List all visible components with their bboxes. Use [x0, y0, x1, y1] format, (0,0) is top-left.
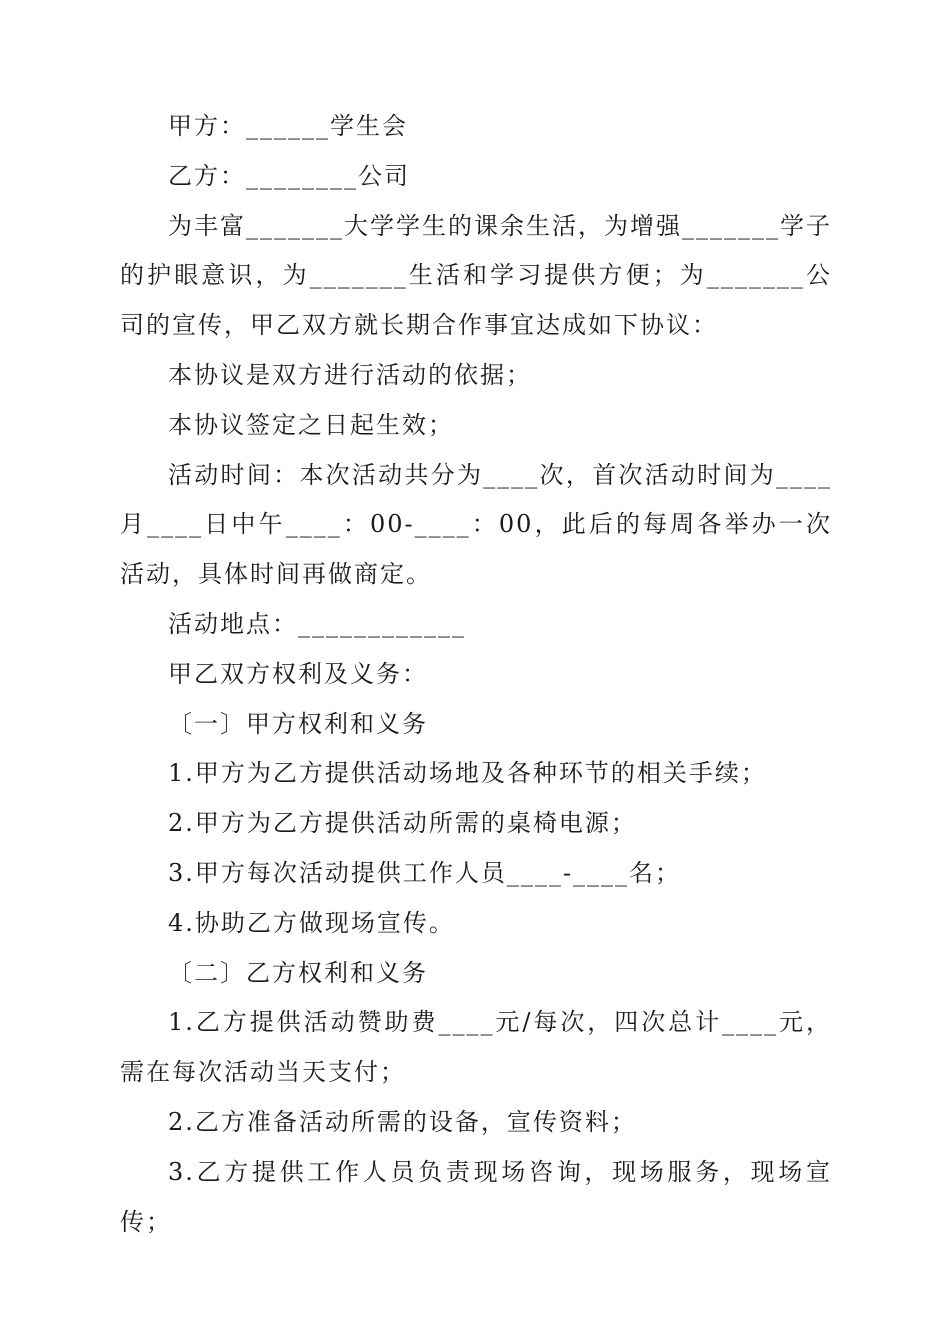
party-b-line: 乙方：________公司: [168, 161, 410, 190]
preamble-paragraph: 为丰富_______大学学生的课余生活，为增强_______学子的护眼意识，为_______生活和学习提供方便；为_______公司的宣传，甲乙双方就长期合作事宜达成如下协议：: [120, 211, 832, 340]
activity-time-clause: 活动时间：本次活动共分为____次，首次活动时间为____月____日中午____：00-____：00，此后的每周各举办一次活动，具体时间再做商定。: [120, 460, 832, 589]
party-b-item-3: 3.乙方提供工作人员负责现场咨询，现场服务，现场宣传；: [120, 1157, 832, 1236]
party-b-item-2: 2.乙方准备活动所需的设备，宣传资料；: [168, 1107, 637, 1136]
document-body: [120, 102, 832, 1247]
party-a-item-1: 1.甲方为乙方提供活动场地及各种环节的相关手续；: [168, 759, 767, 788]
party-a-line: 甲方：______学生会: [168, 112, 408, 140]
party-b-item-1: 1.乙方提供活动赞助费____元/每次，四次总计____元，需在每次活动当天支付；: [120, 1008, 832, 1087]
agreement-basis-clause: 本协议是双方进行活动的依据；: [168, 360, 532, 389]
party-a-section-heading: 〔一〕甲方权利和义务: [168, 709, 428, 738]
rights-obligations-heading: 甲乙双方权利及义务：: [168, 659, 428, 688]
party-a-item-2: 2.甲方为乙方提供活动所需的桌椅电源；: [168, 809, 637, 838]
activity-location-clause: 活动地点：____________: [168, 609, 466, 638]
party-a-item-3: 3.甲方每次活动提供工作人员____-____名；: [168, 858, 682, 887]
party-a-item-4: 4.协助乙方做现场宣传。: [168, 908, 455, 937]
party-b-section-heading: 〔二〕乙方权利和义务: [168, 958, 428, 987]
effective-date-clause: 本协议签定之日起生效；: [168, 410, 454, 439]
